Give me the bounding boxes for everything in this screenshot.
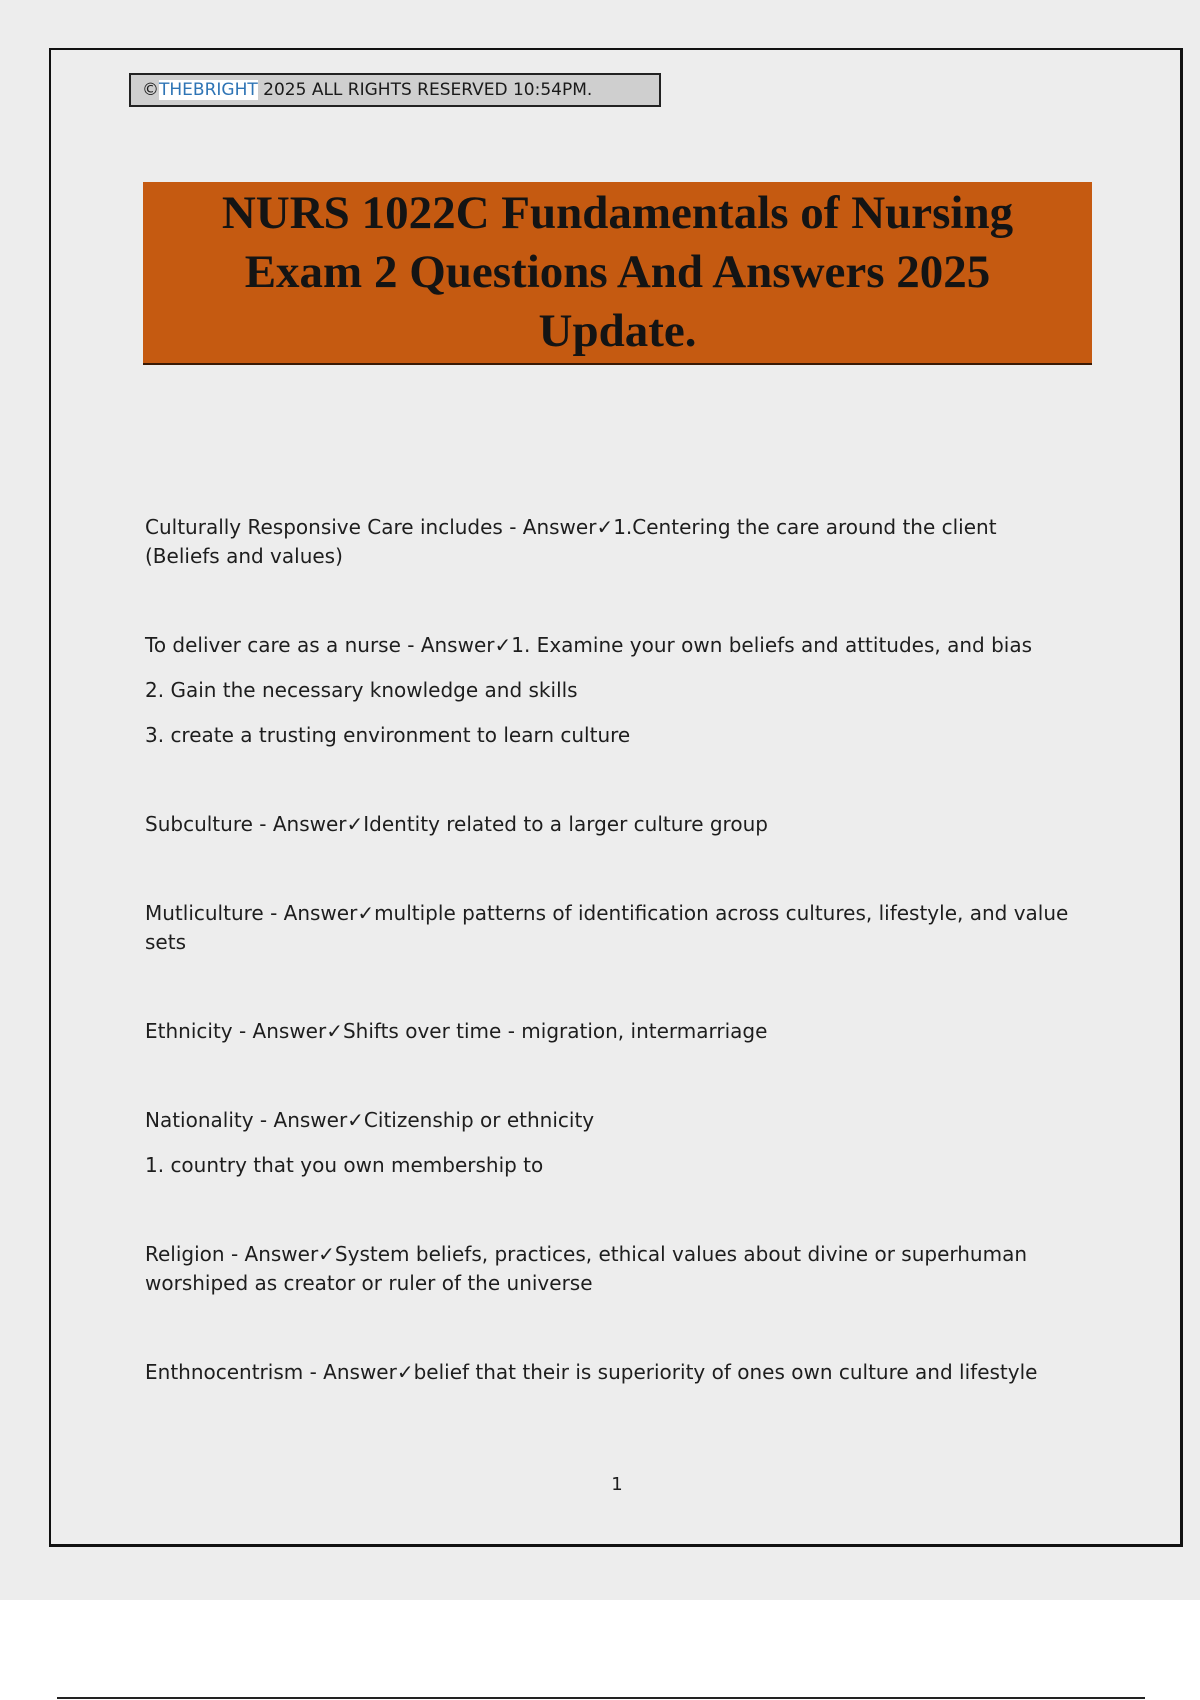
qa-line: Subculture - Answer✓Identity related to a larger culture group bbox=[145, 812, 768, 836]
copyright-text: 2025 ALL RIGHTS RESERVED 10:54PM. bbox=[257, 80, 593, 100]
qa-line: Culturally Responsive Care includes - Answer✓1.Centering the care around the client (Beliefs and values) bbox=[145, 515, 997, 568]
copyright-notice bbox=[129, 73, 661, 107]
title-line-2: Exam 2 Questions And Answers 2025 bbox=[244, 246, 991, 298]
qa-line: To deliver care as a nurse - Answer✓1. Examine your own beliefs and attitudes, and bias bbox=[145, 633, 1033, 657]
qa-list bbox=[145, 513, 1075, 1447]
qa-line: Nationality - Answer✓Citizenship or ethnicity bbox=[145, 1108, 595, 1132]
copyright-symbol: © bbox=[142, 80, 159, 100]
qa-line: 3. create a trusting environment to learn culture bbox=[145, 723, 631, 747]
qa-item bbox=[145, 1017, 1075, 1046]
title-line-1: NURS 1022C Fundamentals of Nursing bbox=[221, 187, 1014, 239]
document-title bbox=[188, 184, 1048, 361]
page-number: 1 bbox=[611, 1474, 623, 1495]
qa-line: Enthnocentrism - Answer✓belief that their is superiority of ones own culture and lifestyle bbox=[145, 1360, 1038, 1384]
qa-line: 2. Gain the necessary knowledge and skills bbox=[145, 678, 578, 702]
qa-line: Mutliculture - Answer✓multiple patterns of identification across cultures, lifestyle, and value sets bbox=[145, 901, 1069, 954]
qa-item bbox=[145, 1240, 1075, 1298]
bottom-divider bbox=[57, 1697, 1145, 1699]
qa-item bbox=[145, 631, 1075, 750]
qa-item bbox=[145, 513, 1075, 571]
title-line-3: Update. bbox=[538, 305, 697, 357]
qa-item bbox=[145, 1106, 1075, 1180]
qa-line: Ethnicity - Answer✓Shifts over time - migration, intermarriage bbox=[145, 1019, 768, 1043]
qa-item bbox=[145, 810, 1075, 839]
qa-item bbox=[145, 1358, 1075, 1387]
qa-line: 1. country that you own membership to bbox=[145, 1153, 544, 1177]
qa-line: Religion - Answer✓System beliefs, practices, ethical values about divine or superhuman worshiped as creator or ruler of the universe bbox=[145, 1242, 1028, 1295]
title-banner bbox=[143, 182, 1092, 365]
copyright-brand: THEBRIGHT bbox=[159, 80, 258, 100]
qa-item bbox=[145, 899, 1075, 957]
